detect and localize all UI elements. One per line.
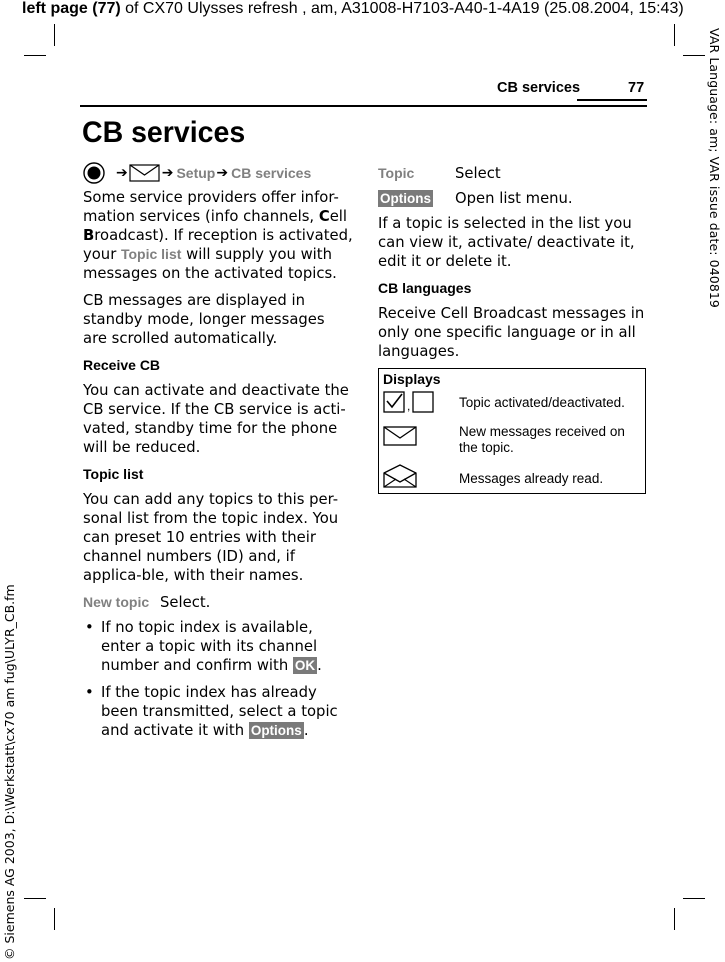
options-action: Open list menu. xyxy=(455,190,573,207)
envelope-open-icon xyxy=(383,463,417,489)
displays-table xyxy=(378,368,646,494)
envelope-icon xyxy=(129,163,161,183)
table-cell: Messages already read. xyxy=(459,471,604,486)
menu-path-setup: Setup xyxy=(176,164,216,181)
arrow-icon: ➔ xyxy=(216,164,229,181)
ok-softkey: OK xyxy=(294,658,316,673)
copyright-note: © Siemens AG 2003, D:\Werkstatt\cx70 am fug\ULYR_CB.fm xyxy=(2,584,17,960)
topic-action: Select xyxy=(455,165,501,182)
checkbox-checked-empty-icon xyxy=(383,391,435,413)
cb-languages-paragraph: Receive Cell Broadcast messages in only one specific language or in all languages. xyxy=(378,305,645,360)
topic-label: Topic xyxy=(378,165,415,181)
header-rule xyxy=(80,105,647,107)
cb-languages-heading: CB languages xyxy=(378,280,472,296)
navigation-key-icon xyxy=(83,162,105,184)
arrow-icon: ➔ xyxy=(161,164,174,181)
standby-paragraph: CB messages are displayed in standby mode, longer messages are scrolled automatically. xyxy=(83,292,325,347)
receive-cb-paragraph: You can activate and deactivate the CB service. If the CB service is acti-vated, standby time for the phone will be reduced. xyxy=(83,382,349,456)
running-header-title: CB services xyxy=(497,80,581,96)
list-item: • If no topic index is available, enter a topic with its channel number and confirm with OK . xyxy=(83,618,353,675)
intro-paragraph: Some service providers offer infor-mation services (info channels, Cell Broadcast). If reception is activated, your Topic list will supply you with messages on the activated topics. xyxy=(83,189,353,282)
list-item: • If the topic index has already been transmitted, select a topic and activate it with Options . xyxy=(83,683,353,740)
crop-mark xyxy=(674,24,675,46)
envelope-closed-icon xyxy=(383,425,417,447)
page-number: 77 xyxy=(628,80,645,96)
topic-list-paragraph: You can add any topics to this per-sonal list from the topic index. You can preset 10 entries with their channel numbers (ID) and, if applica-ble, with their names. xyxy=(83,491,339,584)
crop-mark xyxy=(683,898,705,899)
svg-text:,: , xyxy=(407,399,411,413)
crop-mark xyxy=(24,55,46,56)
crop-mark xyxy=(54,908,55,930)
topic-instructions xyxy=(83,618,353,740)
right-column xyxy=(378,164,646,369)
table-row xyxy=(379,391,645,419)
left-column xyxy=(83,162,353,748)
options-row xyxy=(378,189,646,208)
topic-row xyxy=(378,164,646,183)
new-topic-row xyxy=(83,593,353,612)
arrow-icon: ➔ xyxy=(116,164,128,181)
page-title: CB services xyxy=(82,116,246,149)
new-topic-label: New topic xyxy=(83,594,150,610)
header-rule-thick xyxy=(577,99,647,101)
options-softkey: Options xyxy=(380,191,431,206)
crop-mark xyxy=(24,898,46,899)
var-language-note: VAR Language: am; VAR issue date: 040819 xyxy=(707,28,722,308)
receive-cb-heading: Receive CB xyxy=(83,357,161,373)
file-banner: left page (77) of CX70 Ulysses refresh , am, A31008-H7103-A40-1-4A19 (25.08.2004, 15:43) xyxy=(22,0,684,17)
crop-mark xyxy=(674,908,675,930)
menu-path-cb-services: CB services xyxy=(231,164,312,181)
crop-mark xyxy=(54,24,55,46)
new-topic-action: Select. xyxy=(160,594,211,611)
options-softkey: Options xyxy=(250,723,302,738)
table-cell: Topic activated/deactivated. xyxy=(459,395,625,410)
table-row xyxy=(379,463,645,491)
topic-list-heading: Topic list xyxy=(83,466,144,482)
table-cell: New messages received on the topic. xyxy=(459,424,625,455)
table-row xyxy=(379,423,645,459)
crop-mark xyxy=(683,55,705,56)
displays-heading: Displays xyxy=(383,371,441,387)
menu-path xyxy=(83,162,353,184)
topic-selected-paragraph: If a topic is selected in the list you can view it, activate/ deactivate it, edit it or delete it. xyxy=(378,215,635,270)
